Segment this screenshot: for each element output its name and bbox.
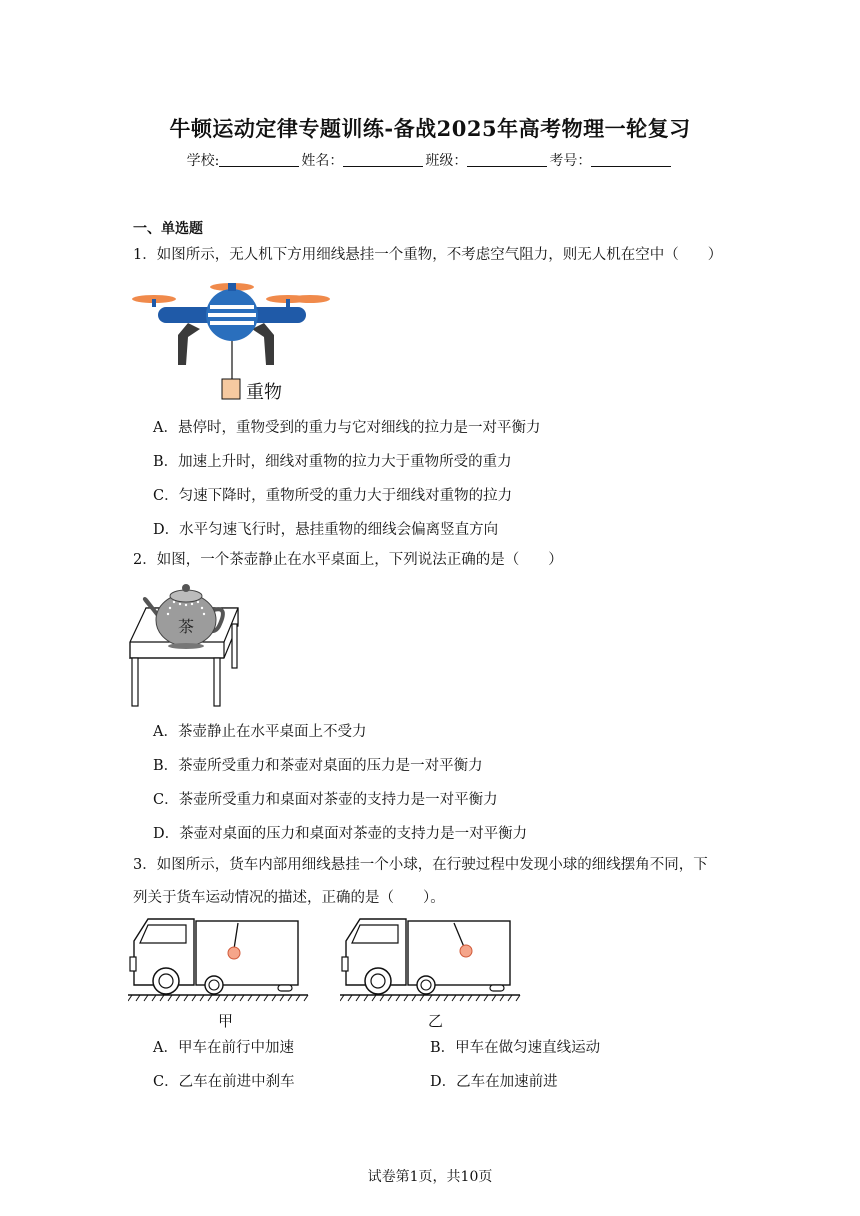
q3-option-d[interactable]: D．乙车在加速前进 [430, 1074, 558, 1090]
truck-box [196, 921, 298, 985]
q1-option-d[interactable]: D．水平匀速飞行时，悬挂重物的细线会偏离竖直方向 [153, 522, 499, 538]
name-blank[interactable] [343, 152, 423, 167]
question-1-stem: 1．如图所示，无人机下方用细线悬挂一个重物，不考虑空气阻力，则无人机在空中（ ） [133, 247, 723, 263]
table-leg-front-right [214, 658, 220, 706]
truck-jia-figure [128, 915, 310, 1007]
exam-no-label: 考号： [549, 153, 592, 169]
class-blank[interactable] [467, 152, 547, 167]
table-leg-back-right [232, 624, 237, 668]
q1-option-b[interactable]: B．加速上升时，细线对重物的拉力大于重物所受的重力 [153, 454, 512, 470]
drone-leg-right [252, 323, 274, 365]
page-footer: 试卷第1页，共10页 [367, 1169, 493, 1185]
q3-option-b[interactable]: B．甲车在做匀速直线运动 [430, 1040, 601, 1056]
teapot-figure [128, 580, 243, 710]
question-3-stem-line2: 列关于货车运动情况的描述，正确的是（ ）。 [133, 890, 445, 906]
weight-box [222, 379, 240, 399]
question-2-stem: 2．如图，一个茶壶静止在水平桌面上，下列说法正确的是（ ） [133, 552, 563, 568]
truck-box [408, 921, 510, 985]
q1-option-c[interactable]: C．匀速下降时，重物所受的重力大于细线对重物的拉力 [153, 488, 513, 504]
student-info-line [0, 150, 860, 170]
teapot-label: 茶 [178, 617, 195, 636]
weight-label: 重物 [246, 382, 282, 403]
truck-window [352, 925, 398, 943]
truck-yi-figure [340, 915, 522, 1007]
table-leg-front-left [132, 658, 138, 706]
pendulum-ball [228, 947, 240, 959]
question-3-stem-line1: 3．如图所示，货车内部用细线悬挂一个小球，在行驶过程中发现小球的细线摆角不同，下 [133, 857, 708, 873]
pendulum-ball [460, 945, 472, 957]
q2-option-b[interactable]: B．茶壶所受重力和茶壶对桌面的压力是一对平衡力 [153, 758, 483, 774]
q3-option-a[interactable]: A．甲车在前行中加速 [153, 1040, 294, 1056]
truck-yi-label: 乙 [428, 1012, 444, 1030]
truck-jia-label: 甲 [218, 1012, 234, 1030]
page-title: 牛顿运动定律专题训练-备战2025年高考物理一轮复习 [169, 116, 691, 141]
school-label: 学校: [186, 153, 220, 169]
truck-window [140, 925, 186, 943]
drone-figure [130, 275, 340, 405]
section-title: 一、单选题 [133, 221, 203, 237]
class-label: 班级： [425, 153, 468, 169]
q2-option-a[interactable]: A．茶壶静止在水平桌面上不受力 [153, 724, 367, 740]
q2-option-d[interactable]: D．茶壶对桌面的压力和桌面对茶壶的支持力是一对平衡力 [153, 826, 528, 842]
drone-leg-left [178, 323, 200, 365]
q1-option-a[interactable]: A．悬停时，重物受到的重力与它对细线的拉力是一对平衡力 [153, 420, 541, 436]
propeller-far-right [290, 295, 330, 303]
name-label: 姓名： [301, 153, 344, 169]
q3-option-c[interactable]: C．乙车在前进中刹车 [153, 1074, 295, 1090]
exam-no-blank[interactable] [591, 152, 671, 167]
school-blank[interactable] [219, 152, 299, 167]
q2-option-c[interactable]: C．茶壶所受重力和桌面对茶壶的支持力是一对平衡力 [153, 792, 498, 808]
